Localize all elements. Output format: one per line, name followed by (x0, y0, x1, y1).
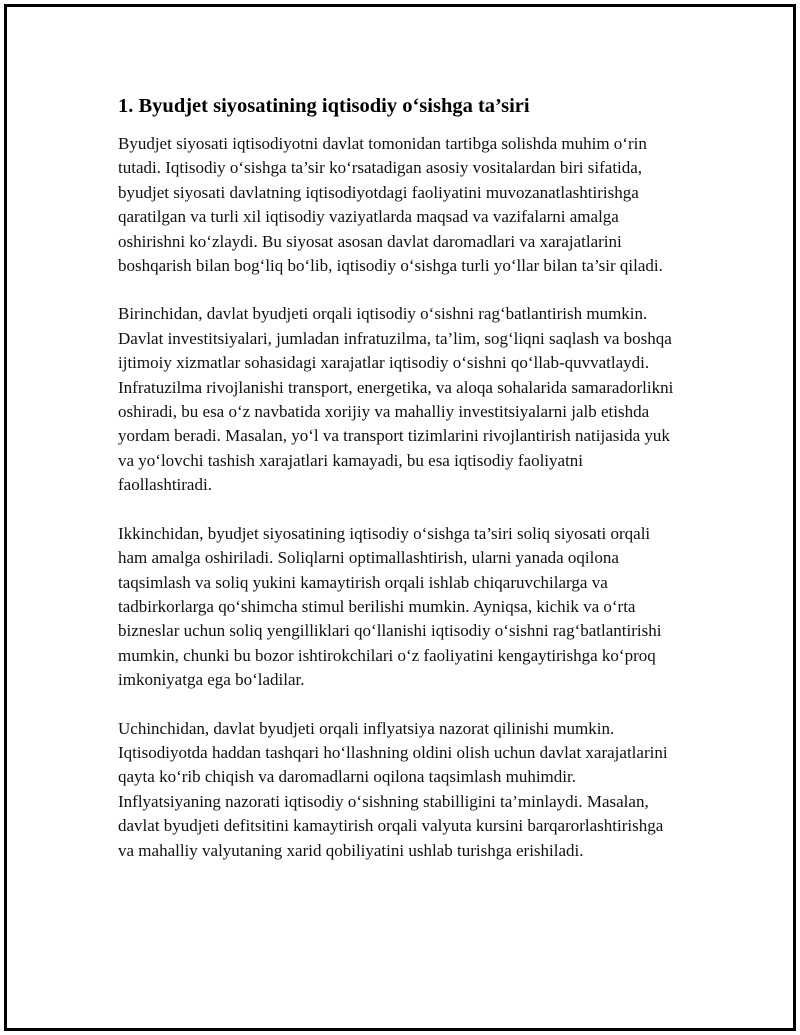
paragraph-intro: Byudjet siyosati iqtisodiyotni davlat tomonidan tartibga solishda muhim o‘rin tutadi. Iqtisodiy o‘sishga ta’sir ko‘rsatadigan asosiy vositalardan biri sifatida, byudjet siyosati davlatning iqtisodiyotdagi faoliyatini muvozanatlashtirishga qaratilgan va turli xil iqtisodiy vaziyatlarda maqsad va vazifalarni amalga oshirishni ko‘zlaydi. Bu siyosat asosan davlat daromadlari va xarajatlarini boshqarish bilan bog‘liq bo‘lib, iqtisodiy o‘sishga turli yo‘llar bilan ta’sir qiladi. (118, 134, 663, 276)
paragraph-third-point: Uchinchidan, davlat byudjeti orqali inflyatsiya nazorat qilinishi mumkin. Iqtisodiyotda haddan tashqari ho‘llashning oldini olish uchun davlat xarajatlarini qayta ko‘rib chiqish va daromadlarni oqilona taqsimlash muhimdir. Inflyatsiyaning nazorati iqtisodiy o‘sishning stabilligini ta’minlaydi. Masalan, davlat byudjeti defitsitini kamaytirish orqali valyuta kursini barqarorlashtirishga va mahalliy valyutaning xarid qobiliyatini ushlab turishga erishiladi. (118, 718, 668, 860)
paragraph-first-point: Birinchidan, davlat byudjeti orqali iqtisodiy o‘sishni rag‘batlantirish mumkin. Davlat investitsiyalari, jumladan infratuzilma, ta’lim, sog‘liqni saqlash va boshqa ijtimoiy xizmatlar sohasidagi xarajatlar iqtisodiy o‘sishni qo‘llab-quvvatlaydi. Infratuzilma rivojlanishi transport, energetika, va aloqa sohalarida samaradorlikni oshiradi, bu esa o‘z navbatida xorijiy va mahalliy investitsiyalarni jalb etishda yordam beradi. Masalan, yo‘l va transport tizimlarini rivojlantirish natijasida yuk va yo‘lovchi tashish xarajatlari kamayadi, bu esa iqtisodiy faoliyatni faollashtiradi. (118, 304, 674, 495)
paragraph-second-point: Ikkinchidan, byudjet siyosatining iqtisodiy o‘sishga ta’siri soliq siyosati orqali ham amalga oshiriladi. Soliqlarni optimallashtirish, ularni yanada oqilona taqsimlash va soliq yukini kamaytirish orqali ishlab chiqaruvchilarga va tadbirkorlarga qo‘shimcha stimul berilishi mumkin. Ayniqsa, kichik va o‘rta bizneslar uchun soliq yengilliklari qo‘llanishi iqtisodiy o‘sishni rag‘batlantirishi mumkin, chunki bu bozor ishtirokchilari o‘z faoliyatini kengaytirishga ko‘proq imkoniyatga ega bo‘ladilar. (118, 523, 662, 690)
document-body (118, 92, 678, 887)
section-heading: 1. Byudjet siyosatining iqtisodiy o‘sishga ta’siri (118, 95, 530, 117)
